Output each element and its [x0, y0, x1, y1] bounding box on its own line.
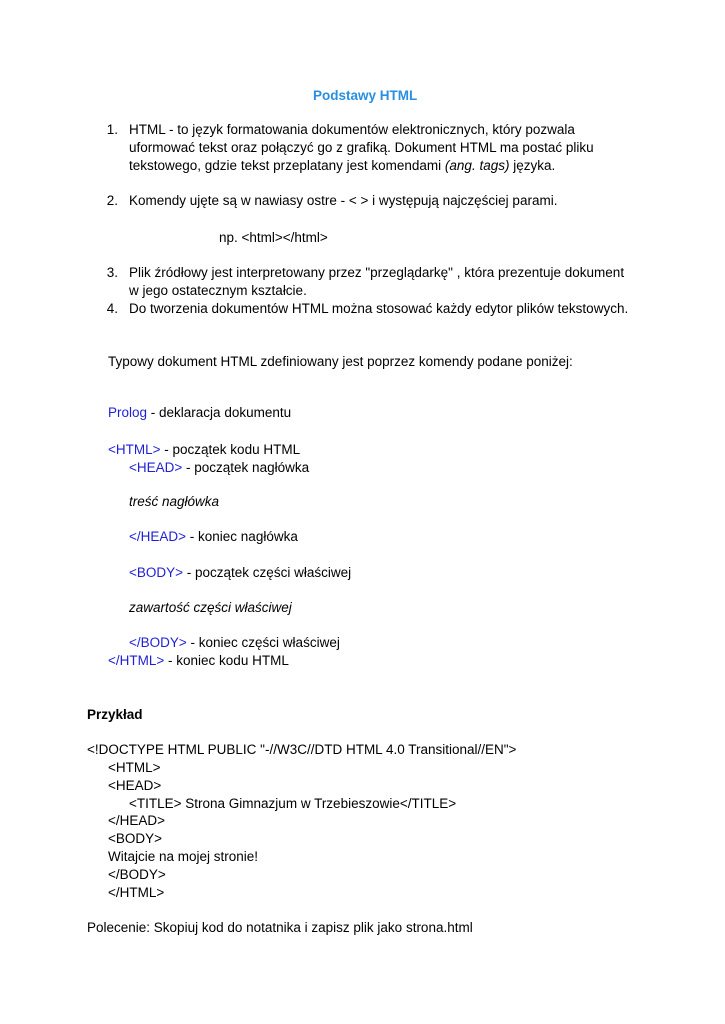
head-close-tag: </HEAD>	[129, 529, 187, 544]
list-item-text: Komendy ujęte są w nawiasy ostre - < > i występują najczęściej parami.	[129, 193, 558, 208]
html-open-desc: - początek kodu HTML	[160, 442, 301, 457]
body-close-tag: </BODY>	[129, 635, 187, 650]
head-open-line	[129, 459, 309, 477]
body-close-desc: - koniec części właściwej	[186, 635, 340, 650]
code-body-text: Witajcie na mojej stronie!	[108, 849, 259, 864]
code-html-close: </HTML>	[108, 885, 165, 900]
list-number: 3.	[106, 265, 118, 280]
code-html-open: <HTML>	[108, 760, 161, 775]
html-close-desc: - koniec kodu HTML	[164, 653, 289, 668]
list-item-text: w jego ostatecznym kształcie.	[129, 283, 307, 298]
example-heading: Przykład	[87, 707, 143, 722]
body-close-line	[129, 634, 340, 652]
html-open-line	[108, 441, 300, 459]
list-item-text: HTML - to język formatowania dokumentów elektronicznych, który pozwala	[129, 122, 575, 137]
html-close-tag: </HTML>	[108, 653, 165, 668]
html-open-tag: <HTML>	[108, 442, 161, 457]
body-open-line	[129, 564, 351, 582]
body-open-tag: <BODY>	[129, 565, 184, 580]
list-item-text	[129, 157, 555, 175]
list-item-text: Do tworzenia dokumentów HTML można stosować każdy edytor plików tekstowych.	[129, 301, 629, 316]
prolog-desc: - deklaracja dokumentu	[147, 405, 292, 420]
head-close-desc: - koniec nagłówka	[186, 529, 298, 544]
list-number: 2.	[106, 193, 118, 208]
list-number: 4.	[106, 301, 118, 316]
list-number: 1.	[106, 122, 118, 137]
page-title: Podstawy HTML	[313, 88, 418, 103]
code-body-close: </BODY>	[108, 867, 166, 882]
intro-text: Typowy dokument HTML zdefiniowany jest poprzez komendy podane poniżej:	[108, 354, 573, 369]
prolog-tag: Prolog	[108, 405, 148, 420]
text-segment: języka.	[509, 158, 556, 173]
text-segment-italic: (ang. tags)	[444, 158, 510, 173]
list-item-text: uformować tekst oraz połączyć go z grafiką. Dokument HTML ma postać pliku	[129, 140, 594, 155]
code-body-open: <BODY>	[108, 831, 163, 846]
head-close-line	[129, 528, 298, 546]
html-close-line	[108, 652, 289, 670]
body-open-desc: - początek części właściwej	[183, 565, 352, 580]
list-item-text: Plik źródłowy jest interpretowany przez "przeglądarkę" , która prezentuje dokument	[129, 265, 625, 280]
code-head-open: <HEAD>	[108, 778, 162, 793]
prolog-line	[108, 404, 291, 422]
text-segment: tekstowego, gdzie tekst przeplatany jest komendami	[129, 158, 445, 173]
code-head-close: </HEAD>	[108, 813, 166, 828]
example-np: np. <html></html>	[219, 230, 328, 245]
head-open-tag: <HEAD>	[129, 460, 183, 475]
head-open-desc: - początek nagłówka	[182, 460, 310, 475]
head-content: treść nagłówka	[129, 494, 220, 509]
body-content: zawartość części właściwej	[129, 600, 292, 615]
code-doctype: <!DOCTYPE HTML PUBLIC "-//W3C//DTD HTML 4.0 Transitional//EN">	[87, 742, 517, 757]
code-title: <TITLE> Strona Gimnazjum w Trzebieszowie</TITLE>	[129, 796, 457, 811]
instruction-text: Polecenie: Skopiuj kod do notatnika i zapisz plik jako strona.html	[87, 920, 473, 935]
